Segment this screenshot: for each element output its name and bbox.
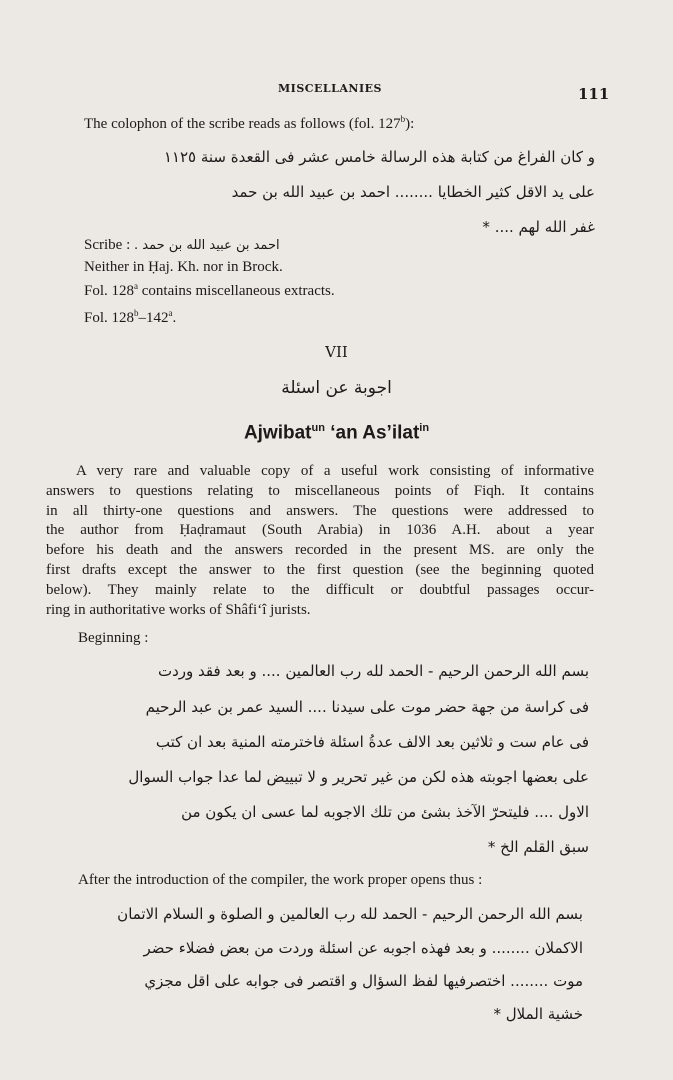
arabic-line: على بعضها اجوبته هذه لكن من غير تحرير و لا تبييض لما عدا جواب السوال xyxy=(128,768,589,786)
arabic-line: الاول .... فليتحرّ الآخذ بشئ من تلك الاجوبه لما عسى ان يكون من xyxy=(181,803,589,821)
arabic-line: سبق القلم الخ * xyxy=(487,838,589,856)
section-title: Ajwibat$^{un}$ ‘an As’ilat$^{in}$ xyxy=(243,422,430,444)
section-number: VII xyxy=(325,343,348,361)
arabic-line: فى كراسة من جهة حضر موت على سيدنا .... السيد عمر بن عبد الرحيم xyxy=(145,698,589,716)
paragraph-line: A very rare and valuable copy of a useful work consisting of informative xyxy=(76,463,594,479)
arabic-line: غفر الله لهم .... * xyxy=(482,218,595,236)
arabic-line: الاكملان ........ و بعد فهذه اجوبه عن اسئلة وردت من بعض فضلاء حضر xyxy=(143,939,583,957)
arabic-line: على يد الاقل كثير الخطايا ........ احمد بن عبيد الله بن حمد xyxy=(231,183,595,201)
arabic-line: بسم الله الرحمن الرحيم - الحمد لله رب العالمين و الصلوة و السلام الاتمان xyxy=(117,905,583,923)
paragraph-line: ring in authoritative works of Shâfi‘î jurists. xyxy=(46,601,311,618)
paragraph-line: below). They mainly relate to the difficult or doubtful passages occur- xyxy=(46,581,594,598)
arabic-line: بسم الله الرحمن الرحيم - الحمد لله رب العالمين .... و بعد فقد وردت xyxy=(157,662,589,680)
scribe-name: . احمد بن عبيد الله بن حمد xyxy=(134,238,280,253)
paragraph-line: answers to questions relating to miscellaneous points of Fiqh. It contains xyxy=(46,482,594,499)
running-title: MISCELLANIES xyxy=(278,82,382,95)
paragraph-line: before his death and the answers recorded in the present MS. are only the xyxy=(46,542,594,559)
scribe-note: Scribe : . احمد بن عبيد الله بن حمد xyxy=(84,237,280,253)
arabic-line: موت ........ اختصرفيها لفظ السؤال و اقتصر فى جوابه على اقل مجزي xyxy=(144,972,583,990)
folio-range: Fol. 128$^b$–142$^a$. xyxy=(84,308,177,326)
paragraph-line: in all thirty-one questions and answers. The questions were addressed to xyxy=(46,502,594,519)
arabic-line: فى عام ست و ثلاثين بعد الالف عدةُ اسئلة فاخترمته المنية بعد ان كتب xyxy=(155,733,589,751)
section-arabic-title: اجوبة عن اسئلة xyxy=(281,378,392,398)
compiler-intro: After the introduction of the compiler, the work proper opens thus : xyxy=(78,872,483,888)
reference-note: Neither in Ḥaj. Kh. nor in Brock. xyxy=(84,259,283,275)
description-paragraph xyxy=(46,462,594,620)
paragraph-line: the author from Ḥaḍramaut (South Arabia) in 1036 A.H. about a year xyxy=(46,522,594,539)
beginning-label: Beginning : xyxy=(78,630,149,646)
colophon-intro: The colophon of the scribe reads as follows (fol. 127$^b$): xyxy=(84,114,415,132)
arabic-line: خشية الملال * xyxy=(493,1005,583,1023)
arabic-line: و كان الفراغ من كتابة هذه الرسالة خامس عشر فى القعدة سنة ١١٢٥ xyxy=(163,148,595,166)
paragraph-line: first drafts except the answer to the first question (see the beginning quoted xyxy=(46,561,594,578)
folio-note: Fol. 128$^a$ contains miscellaneous extracts. xyxy=(84,281,335,299)
page-number: 111 xyxy=(578,85,610,103)
